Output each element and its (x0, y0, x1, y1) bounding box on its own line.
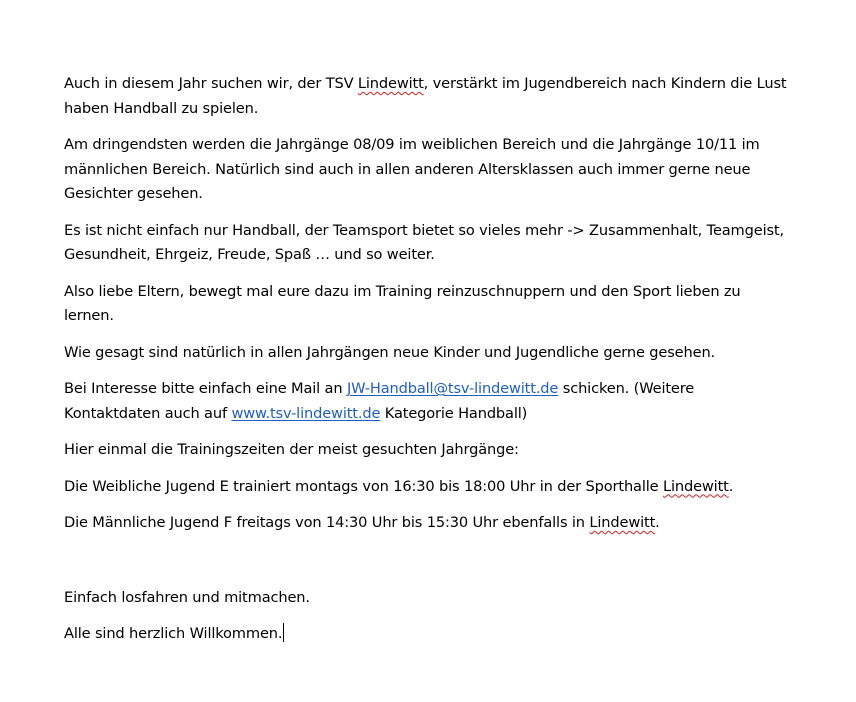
text-line: Es ist nicht einfach nur Handball, der Teamsport bietet so vieles mehr -> Zusammenhalt, Teamgeist, (64, 221, 784, 239)
paragraph-losfahren (64, 586, 834, 611)
text-run: Die Männliche Jugend F freitags von 14:30 Uhr bis 15:30 Uhr ebenfalls in (64, 514, 590, 531)
text-line: männlichen Bereich. Natürlich sind auch in allen anderen Altersklassen auch immer gerne neue (64, 160, 751, 178)
text-line (64, 475, 834, 500)
paragraph-wie-gesagt (64, 341, 834, 366)
text-run: Kategorie Handball) (380, 404, 528, 422)
text-line: Gesichter gesehen. (64, 185, 203, 202)
text-run: . (655, 514, 660, 531)
spellcheck-word[interactable]: Lindewitt (589, 514, 656, 531)
text-run: Auch in diesem Jahr suchen wir, der TSV (64, 75, 358, 92)
text-run: Bei Interesse bitte einfach eine Mail an (64, 380, 347, 397)
text-line (64, 402, 834, 427)
paragraph-maennliche-jugend (64, 511, 834, 536)
text-cursor (283, 623, 284, 642)
paragraph-trainingszeiten-intro (64, 438, 834, 463)
paragraph-jahrgaenge (64, 133, 834, 207)
text-line: haben Handball zu spielen. (64, 99, 259, 117)
text-run: Die Weibliche Jugend E trainiert montags von 16:30 bis 18:00 Uhr in der Sporthalle (64, 477, 663, 495)
paragraph-kontakt (64, 377, 834, 426)
paragraph-willkommen (64, 622, 834, 647)
email-link[interactable]: JW-Handball@tsv-lindewitt.de (346, 380, 559, 397)
text-line (64, 72, 834, 97)
text-line: Einfach losfahren und mitmachen. (64, 588, 310, 606)
paragraph-weibliche-jugend (64, 475, 834, 500)
text-line (64, 622, 834, 647)
text-line: Gesundheit, Ehrgeiz, Freude, Spaß … und so weiter. (64, 246, 435, 263)
spellcheck-word[interactable]: Lindewitt (662, 477, 729, 495)
text-run: , verstärkt im Jugendbereich nach Kindern die Lust (423, 75, 787, 92)
text-line: Am dringendsten werden die Jahrgänge 08/09 im weiblichen Bereich und die Jahrgänge 10/11 im (64, 136, 760, 153)
empty-paragraph (64, 548, 834, 586)
spellcheck-word[interactable]: Lindewitt (357, 75, 424, 92)
paragraph-eltern (64, 280, 834, 329)
text-line (64, 511, 834, 536)
text-line: lernen. (64, 307, 114, 324)
document-page[interactable] (64, 72, 834, 659)
text-line: Hier einmal die Trainingszeiten der meist gesuchten Jahrgänge: (64, 441, 519, 458)
text-run: . (728, 477, 734, 495)
text-run: Kontaktdaten auch auf (64, 404, 232, 422)
text-run: Alle sind herzlich Willkommen. (64, 625, 283, 642)
paragraph-intro (64, 72, 834, 121)
paragraph-teamsport (64, 219, 834, 268)
text-run: schicken. (Weitere (558, 380, 695, 397)
text-line (64, 377, 834, 402)
website-link[interactable]: www.tsv-lindewitt.de (231, 404, 381, 422)
text-line: Wie gesagt sind natürlich in allen Jahrgängen neue Kinder und Jugendliche gerne gesehen. (64, 343, 716, 361)
text-line: Also liebe Eltern, bewegt mal eure dazu im Training reinzuschnuppern und den Sport lieben zu (64, 282, 741, 300)
